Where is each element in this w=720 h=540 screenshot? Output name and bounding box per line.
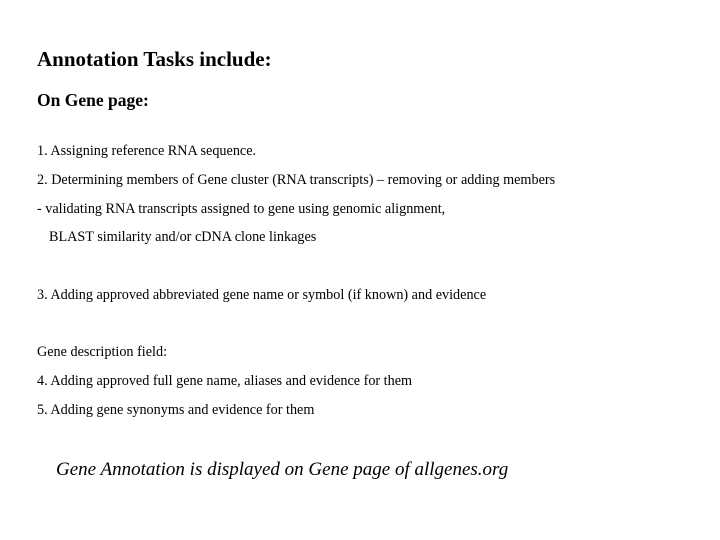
task-item-2-detail-line-1: - validating RNA transcripts assigned to gene using genomic alignment, xyxy=(37,201,446,217)
task-item-1: 1. Assigning reference RNA sequence. xyxy=(37,143,257,159)
task-item-2-detail-line-2: BLAST similarity and/or cDNA clone linkages xyxy=(49,229,317,245)
task-item-5: 5. Adding gene synonyms and evidence for them xyxy=(37,402,315,418)
task-item-4: 4. Adding approved full gene name, aliases and evidence for them xyxy=(37,373,413,389)
slide-title: Annotation Tasks include: xyxy=(37,47,272,71)
section-subtitle: On Gene page: xyxy=(37,90,149,110)
gene-description-label: Gene description field: xyxy=(37,344,168,360)
task-item-2: 2. Determining members of Gene cluster (RNA transcripts) – removing or adding members xyxy=(37,172,556,188)
footer-note: Gene Annotation is displayed on Gene page of allgenes.org xyxy=(56,459,509,480)
task-item-3: 3. Adding approved abbreviated gene name or symbol (if known) and evidence xyxy=(37,287,487,303)
